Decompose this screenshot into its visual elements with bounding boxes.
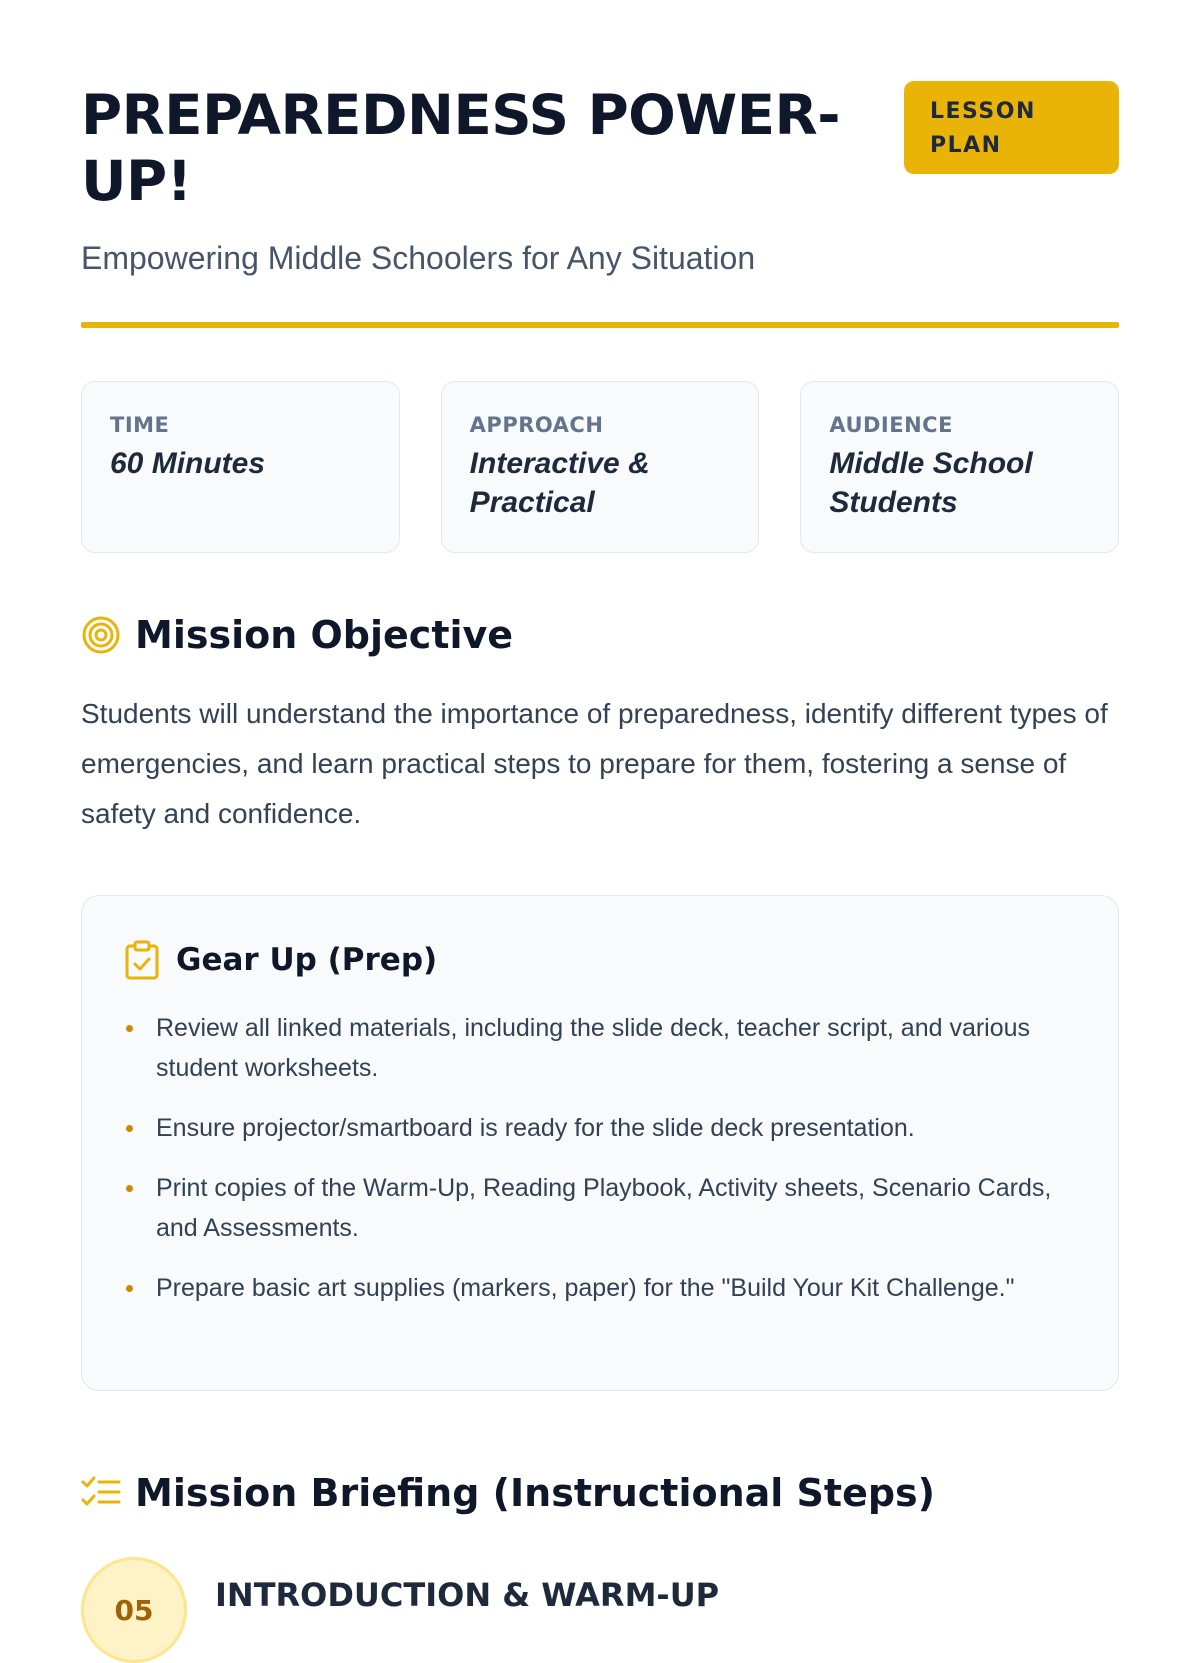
section-heading: [81, 1469, 1119, 1517]
list-item: Ensure projector/smartboard is ready for the slide deck presentation.: [124, 1108, 1076, 1148]
meta-value: Middle School Students: [829, 447, 1033, 519]
header: [81, 0, 1119, 328]
lesson-plan-badge: LESSON PLAN: [904, 81, 1119, 174]
mission-objective-section: [81, 611, 1119, 839]
meta-label: APPROACH: [469, 413, 604, 437]
meta-label: TIME: [110, 413, 170, 437]
meta-value: 60 Minutes: [110, 447, 266, 480]
target-icon: [81, 615, 121, 655]
list-item: Prepare basic art supplies (markers, paper) for the "Build Your Kit Challenge.": [124, 1268, 1076, 1308]
meta-card-approach: [441, 381, 760, 553]
prep-heading: [124, 940, 1076, 980]
page-title: PREPAREDNESS POWER-UP!: [81, 83, 841, 213]
page-subtitle: Empowering Middle Schoolers for Any Situation: [81, 240, 756, 276]
objective-text: Students will understand the importance of preparedness, identify different types of emergencies, and learn practical steps to prepare for them, fostering a sense of safety and confidence.: [81, 698, 1108, 829]
instruction-step: [81, 1557, 1119, 1663]
header-divider: [81, 322, 1119, 328]
gear-up-box: [81, 895, 1119, 1391]
section-title: Mission Objective: [135, 613, 514, 657]
prep-title: Gear Up (Prep): [176, 942, 438, 978]
meta-cards: [81, 381, 1119, 553]
checklist-icon: [81, 1475, 121, 1511]
step-number: 05: [81, 1557, 187, 1663]
section-title: Mission Briefing (Instructional Steps): [135, 1471, 936, 1515]
clipboard-check-icon: [124, 940, 160, 980]
section-heading: [81, 611, 1119, 659]
meta-card-audience: [800, 381, 1119, 553]
list-item: Review all linked materials, including the slide deck, teacher script, and various student worksheets.: [124, 1008, 1076, 1088]
prep-list: [124, 1008, 1076, 1308]
meta-label: AUDIENCE: [829, 413, 953, 437]
meta-value: Interactive & Practical: [469, 447, 650, 519]
step-title: INTRODUCTION & WARM-UP: [215, 1576, 720, 1614]
list-item: Print copies of the Warm-Up, Reading Playbook, Activity sheets, Scenario Cards, and Assessments.: [124, 1168, 1076, 1248]
meta-card-time: [81, 381, 400, 553]
mission-briefing-section: [81, 1469, 1119, 1663]
